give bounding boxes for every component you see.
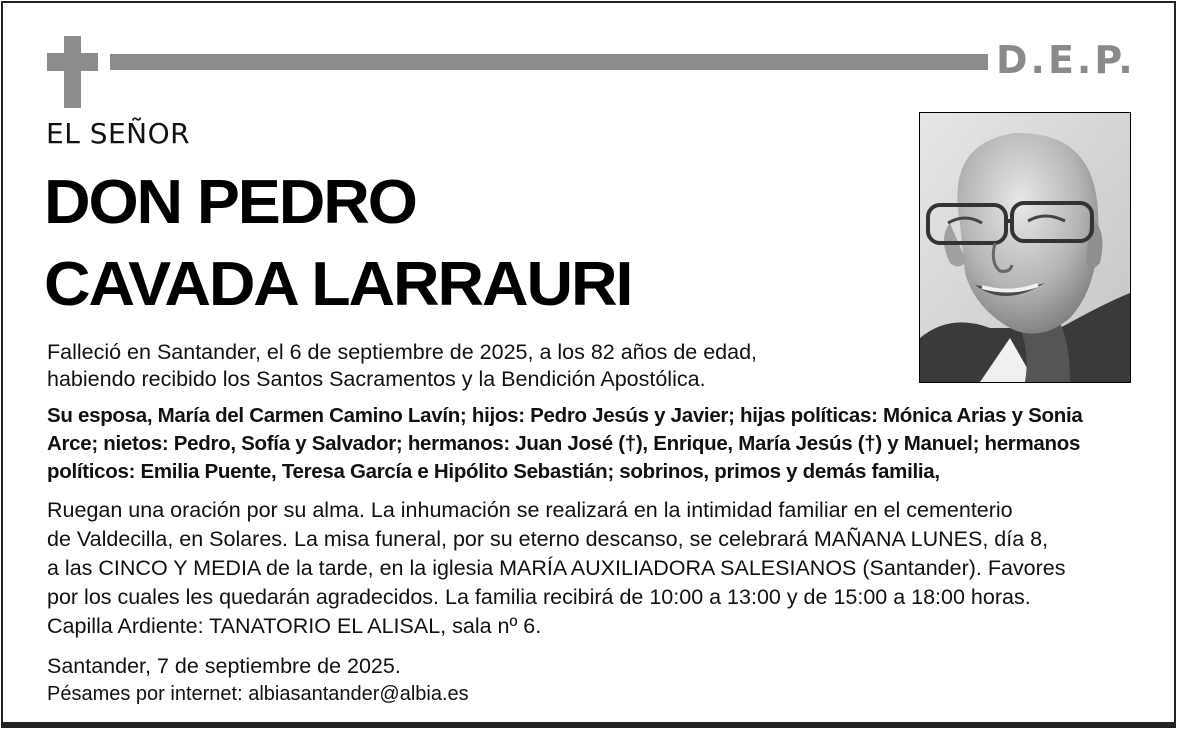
deceased-name-line-1: DON PEDRO xyxy=(44,168,416,237)
dep-label: D.E.P. xyxy=(996,38,1136,82)
service-paragraph xyxy=(47,496,1066,641)
family-line: políticos: Emilia Puente, Teresa García e Hipólito Sebastián; sobrinos, primos y demás familia, xyxy=(47,460,940,483)
deceased-name-line-2: CAVADA LARRAURI xyxy=(44,250,632,319)
service-line: Ruegan una oración por su alma. La inhumación se realizará en la intimidad familiar en el cementerio xyxy=(47,498,1013,522)
service-line: a las CINCO Y MEDIA de la tarde, en la iglesia MARÍA AUXILIADORA SALESIANOS (Santander). Favores xyxy=(47,556,1066,580)
service-line: Capilla Ardiente: TANATORIO EL ALISAL, sala nº 6. xyxy=(47,614,542,638)
header-rule xyxy=(110,54,988,70)
death-notice-paragraph xyxy=(47,339,757,393)
place-date: Santander, 7 de septiembre de 2025. xyxy=(47,654,401,678)
service-line: de Valdecilla, en Solares. La misa funeral, por su eterno descanso, se celebrará MAÑANA LUNES, día 8, xyxy=(47,527,1049,551)
family-line: Arce; nietos: Pedro, Sofía y Salvador; hermanos: Juan José (†), Enrique, María Jesús (†) y Manuel; hermanos xyxy=(47,432,1081,455)
family-paragraph xyxy=(47,402,1082,486)
deceased-portrait xyxy=(919,112,1131,383)
family-line: Su esposa, María del Carmen Camino Lavín; hijos: Pedro Jesús y Javier; hijas políticas: Mónica Arias y Sonia xyxy=(47,404,1083,427)
cross-icon xyxy=(64,36,81,108)
death-notice-line: Falleció en Santander, el 6 de septiembre de 2025, a los 82 años de edad, xyxy=(47,340,758,364)
condolences-email: Pésames por internet: albiasantander@albia.es xyxy=(47,683,469,705)
honorific-title: EL SEÑOR xyxy=(46,117,191,150)
service-line: por los cuales les quedarán agradecidos. La familia recibirá de 10:00 a 13:00 y de 15:00 a 18:00 horas. xyxy=(47,585,1031,609)
closing-paragraph xyxy=(47,652,469,708)
death-notice-line: habiendo recibido los Santos Sacramentos y la Bendición Apostólica. xyxy=(47,367,706,391)
cross-icon-bar xyxy=(47,53,98,71)
portrait-photo-image xyxy=(920,113,1130,382)
